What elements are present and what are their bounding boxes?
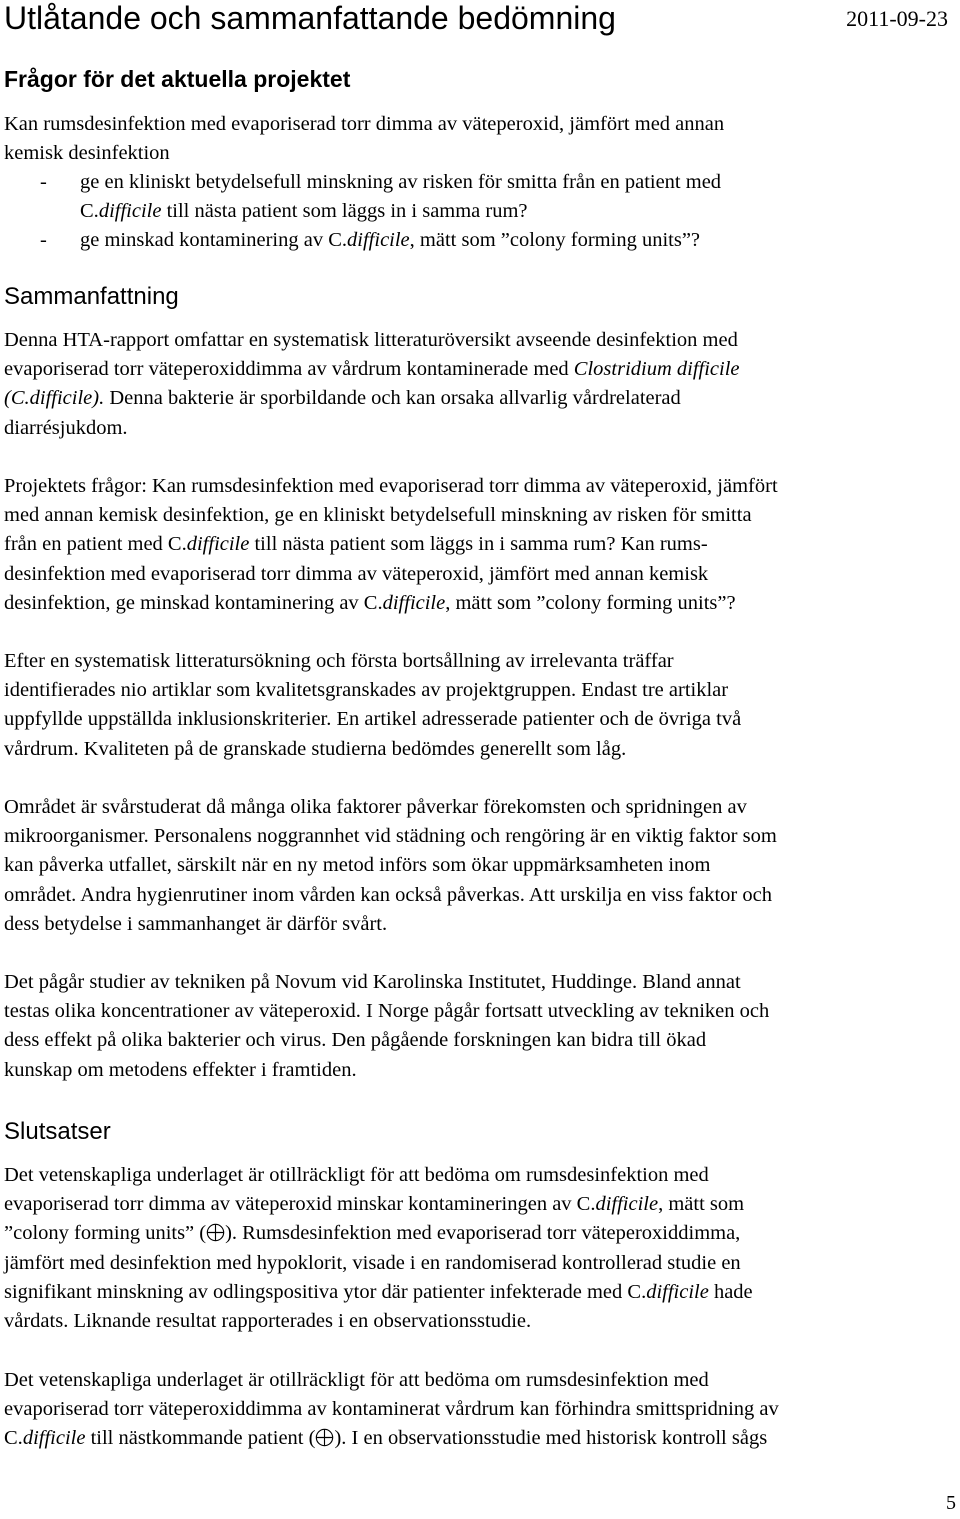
text-line: testas olika koncentrationer av väteperoxid. I Norge pågår fortsatt utveckling av tekniken och (4, 1000, 770, 1023)
text-line: med annan kemisk desinfektion, ge en kliniskt betydelsefull minskning av risken för smitta (4, 504, 752, 527)
text-line: Det vetenskapliga underlaget är otillräckligt för att bedöma om rumsdesinfektion med (4, 1164, 709, 1186)
text-line (4, 530, 956, 559)
summary-paragraph-5 (4, 968, 956, 1085)
text-run: till nästa patient som läggs in i samma rum? (161, 200, 528, 222)
text-run: C. (4, 1427, 23, 1450)
species-name: difficile (382, 591, 446, 614)
questions-heading: Frågor för det aktuella projektet (4, 66, 351, 92)
document-date: 2011-09-23 (846, 6, 948, 31)
text-line (4, 384, 956, 413)
text-line: vårdrum. Kvaliteten på de granskade studierna bedömdes generellt som låg. (4, 737, 627, 760)
list-dash: - (40, 171, 47, 193)
summary-paragraph-4 (4, 793, 956, 939)
circled-plus-icon (206, 1223, 225, 1242)
summary-paragraph-3 (4, 647, 956, 764)
list-dash: - (40, 229, 47, 251)
conclusions-paragraph-2 (4, 1366, 956, 1454)
text-run: ”colony forming units” ( (4, 1222, 207, 1245)
text-run: från en patient med C. (4, 533, 187, 556)
text-line: dess effekt på olika bakterier och virus. Den pågående forskningen kan bidra till ökad (4, 1029, 707, 1052)
species-name: Clostridium difficile (573, 358, 740, 381)
text-line (4, 1219, 956, 1248)
species-name: difficile (347, 229, 410, 251)
text-run: signifikant minskning av odlingspositiva ytor där patienter infekterade med C. (4, 1280, 647, 1303)
text-run: ge minskad kontaminering av C. (80, 229, 348, 251)
species-name: difficile (595, 1193, 659, 1216)
summary-heading: Sammanfattning (4, 283, 179, 310)
document-title: Utlåtande och sammanfattande bedömning (4, 0, 616, 36)
text-run: , mätt som ”colony forming units”? (409, 229, 701, 251)
text-line: Projektets frågor: Kan rumsdesinfektion med evaporiserad torr dimma av väteperoxid, jämfört (4, 475, 778, 497)
page-number: 5 (946, 1492, 956, 1514)
text-run: desinfektion, ge minskad kontaminering av C. (4, 591, 383, 614)
text-line: mikroorganismer. Personalens noggrannhet vid städning och rengöring är en viktig faktor som (4, 825, 777, 848)
text-line: Området är svårstuderat då många olika faktorer påverkar förekomsten och spridningen av (4, 796, 747, 818)
text-line (4, 1424, 956, 1453)
text-line (4, 589, 956, 618)
text-run: ). Rumsdesinfektion med evaporiserad torr väteperoxiddimma, (225, 1222, 741, 1245)
text-run: hade (708, 1280, 753, 1303)
conclusions-heading: Slutsatser (4, 1118, 111, 1145)
text-line: evaporiserad torr väteperoxiddimma av kontaminerat vårdrum kan förhindra smittspridning av (4, 1398, 779, 1421)
text-line: dess betydelse i sammanhanget är därför svårt. (4, 912, 388, 935)
summary-paragraph-1 (4, 326, 956, 443)
text-run: C. (80, 200, 99, 222)
summary-paragraph-2 (4, 472, 956, 618)
species-name: difficile (98, 200, 162, 222)
text-line: Kan rumsdesinfektion med evaporiserad torr dimma av väteperoxid, jämfört med annan (4, 113, 725, 135)
text-line: Det pågår studier av tekniken på Novum vid Karolinska Institutet, Huddinge. Bland annat (4, 971, 741, 993)
text-run: , mätt som (658, 1193, 745, 1216)
text-line: Det vetenskapliga underlaget är otillräckligt för att bedöma om rumsdesinfektion med (4, 1369, 709, 1391)
text-run: till nästkommande patient ( (85, 1427, 316, 1450)
questions-intro (4, 110, 956, 168)
list-item-2 (80, 226, 700, 255)
text-line: diarrésjukdom. (4, 416, 128, 439)
species-name: (C.difficile). (4, 387, 105, 410)
text-run: evaporiserad torr väteperoxiddimma av vårdrum kontaminerade med (4, 358, 574, 381)
text-line: vårdats. Liknande resultat rapporterades i en observationsstudie. (4, 1310, 532, 1333)
text-run: , mätt som ”colony forming units”? (445, 591, 736, 614)
text-line: kan påverka utfallet, särskilt när en ny metod införs som ökar uppmärksamheten inom (4, 854, 711, 877)
species-name: difficile (22, 1427, 86, 1450)
text-line: kemisk desinfektion (4, 142, 170, 165)
questions-list (0, 168, 960, 258)
conclusions-paragraph-1 (4, 1161, 956, 1336)
text-line: uppfyllde uppställda inklusionskriterier. En artikel adresserade patienter och de övriga två (4, 708, 742, 731)
text-run: till nästa patient som läggs in i samma rum? Kan rums- (249, 533, 708, 556)
text-run: Denna bakterie är sporbildande och kan orsaka allvarlig vårdrelaterad (104, 387, 681, 410)
text-line: Denna HTA-rapport omfattar en systematisk litteraturöversikt avseende desinfektion med (4, 329, 738, 351)
text-line: kunskap om metodens effekter i framtiden. (4, 1058, 357, 1081)
text-run: evaporiserad torr dimma av väteperoxid minskar kontamineringen av C. (4, 1193, 596, 1216)
page-header (4, 0, 956, 40)
species-name: difficile (646, 1280, 709, 1303)
species-name: difficile (186, 533, 250, 556)
circled-plus-icon (315, 1428, 334, 1447)
text-run: ). I en observationsstudie med historisk kontroll sågs (334, 1427, 768, 1450)
text-line: identifierades nio artiklar som kvalitetsgranskades av projektgruppen. Endast tre artiklar (4, 679, 729, 702)
text-line (4, 1278, 956, 1307)
text-line: desinfektion med evaporiserad torr dimma av väteperoxid, jämfört med annan kemisk (4, 562, 709, 585)
text-line (4, 355, 956, 384)
list-item-1-line-2 (80, 197, 528, 226)
list-item-1-line-1: ge en kliniskt betydelsefull minskning av risken för smitta från en patient med (80, 171, 722, 193)
text-line: jämfört med desinfektion med hypoklorit, visade i en randomiserad kontrollerad studie en (4, 1251, 741, 1274)
text-line: Efter en systematisk litteratursökning och första bortsållning av irrelevanta träffar (4, 650, 674, 672)
text-line: området. Andra hygienrutiner inom vården kan också påverkas. Att urskilja en viss faktor och (4, 883, 772, 906)
text-line (4, 1190, 956, 1219)
